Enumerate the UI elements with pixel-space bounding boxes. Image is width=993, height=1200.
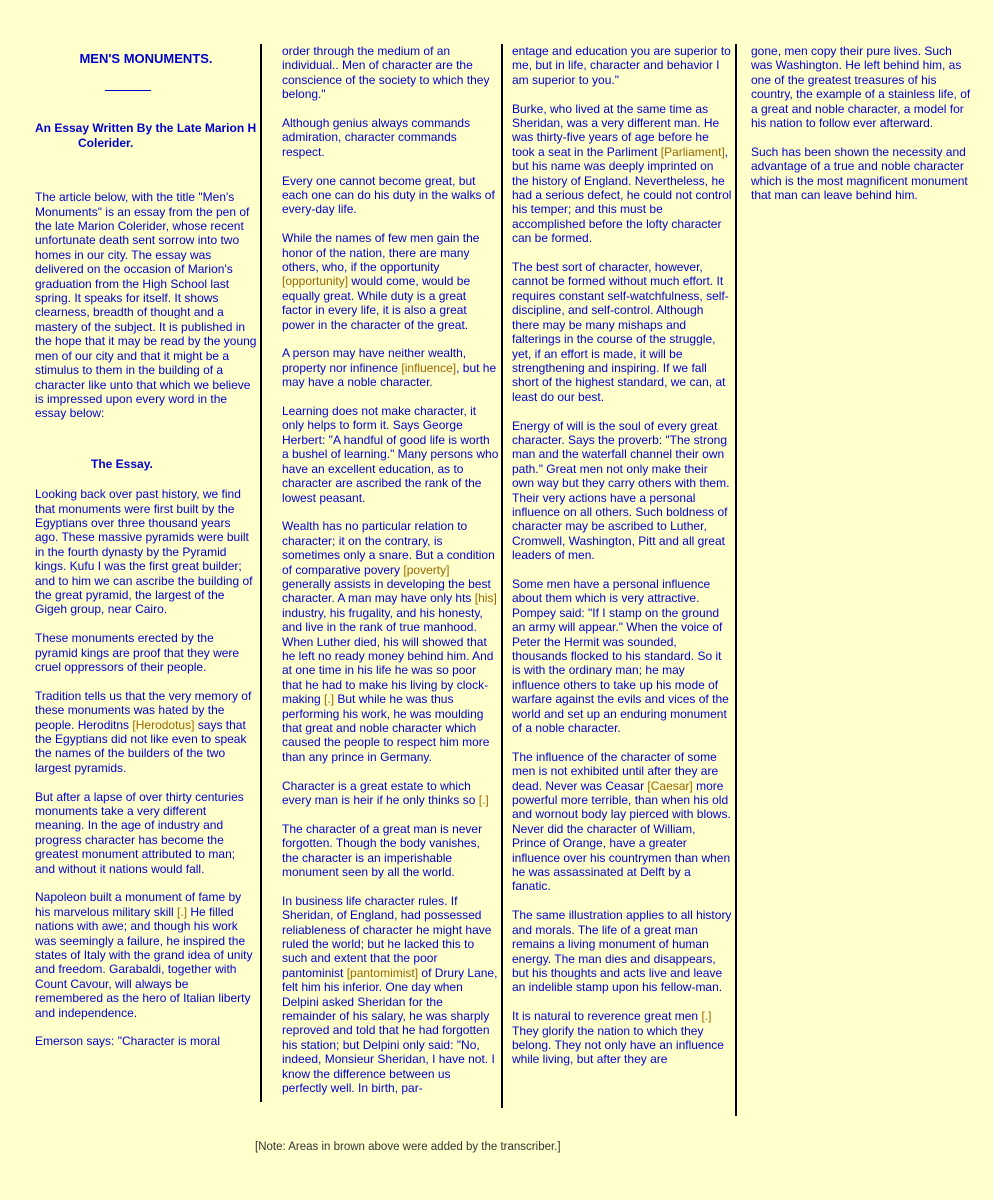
text-run: In business life character rules. If Sheridan, of England, had possessed reliableness of character he might have ruled the world; but he lacked this to such and extent that the poor pantominist xyxy=(282,893,492,980)
text-run: While the names of few men gain the honor of the nation, there are many others, who, if the opportunity xyxy=(282,231,480,275)
paragraph: These monuments erected by the pyramid kings are proof that they were cruel oppressors of their people. xyxy=(35,631,240,674)
paragraph: The best sort of character, however, cannot be formed without much effort. It requires constant self-watchfulness, self-discipline, and self-control. Although there may be many mishaps and falterings in the course of the struggle, yet, if an effort is made, it will be strengthening and inspiring. If we fall short of the highest standard, we can, at least do our best. xyxy=(512,260,729,404)
text-run: But while he was thus performing his work, he was moulding that great and noble character which caused the people to respect him more than any prince in Germany. xyxy=(282,692,490,764)
text-run: A person may have neither wealth, property nor infinence xyxy=(282,346,467,375)
text-run: industry, his frugality, and his honesty, and live in the rank of true manhood. When Luther died, his will showed that he left no ready money behind him. And at one time in his life he was so poor that he had to make his living by clock-making xyxy=(282,605,494,707)
title-separator xyxy=(105,90,151,91)
text-run: Character is a great estate to which every man is heir if he only thinks so xyxy=(282,778,479,808)
paragraph: Learning does not make character, it only helps to form it. Says George Herbert: "A handful of good life is worth a bushel of learning." Many persons who have an excellent education, as to character are ascribed the rank of the lowest peasant. xyxy=(282,404,499,505)
transcriber-note: [Note: Areas in brown above were added by the transcriber.] xyxy=(255,1141,561,1153)
paragraph xyxy=(512,1009,732,1067)
paragraph: Looking back over past history, we find that monuments were first built by the Egyptians over three thousand years ago. These massive pyramids were built in the fourth dynasty by the Pyramid kings. Kufu I was the first great builder; and to him we can ascribe the building of the great pyramid, the largest of the Gigeh group, near Cairo. xyxy=(35,487,253,617)
text-run: It is natural to reverence great men xyxy=(512,1009,702,1024)
text-run: would come, would be equally great. While duty is a great factor in every life, it is also a great power in the character of the great. xyxy=(282,274,471,332)
transcriber-insertion: [pantomimist] xyxy=(346,965,419,980)
transcriber-insertion: [influence] xyxy=(401,360,457,375)
text-run: , but he may have a noble character. xyxy=(282,360,497,390)
text-run: generally assists in developing the best character. A man may have only hts xyxy=(282,576,491,606)
column-rule-1 xyxy=(260,44,262,1102)
byline xyxy=(35,121,257,150)
paragraph xyxy=(35,890,257,1020)
paragraph: entage and education you are superior to me, but in life, character and behavior I am superior to you." xyxy=(512,44,731,87)
paragraph: order through the medium of an individual.. Men of character are the conscience of the society to which they belong." xyxy=(282,44,490,102)
paragraph: But after a lapse of over thirty centuries monuments take a very different meaning. In the age of industry and progress character has become the greatest monument attributed to man; and without it nations would fall. xyxy=(35,789,244,876)
paragraph: Energy of will is the soul of every great character. Says the proverb: "The strong man and the waterfall channel their own path." Great men not only make their own way but they carry others with them. Their very actions have a personal influence on all others. Such boldness of character may be ascribed to Luther, Cromwell, Washington, Pitt and all great leaders of men. xyxy=(512,418,730,563)
page-title: MEN'S MONUMENTS. xyxy=(79,51,213,66)
column-4 xyxy=(751,44,971,217)
text-run: , but his name was deeply imprinted on the history of England. Nevertheless, he had a serious defect, he could not control his temper; and this must be accomplished before the lofty character can be formed. xyxy=(512,144,732,246)
paragraph xyxy=(282,346,499,389)
paragraph xyxy=(512,750,732,894)
transcriber-insertion: [Parliament] xyxy=(660,144,725,159)
transcriber-insertion: [.] xyxy=(701,1009,712,1024)
text-run: The influence of the character of some men is not exhibited until after they are dead. Never was Ceasar xyxy=(512,749,719,793)
essay-heading: The Essay. xyxy=(91,456,153,471)
paragraph: Such has been shown the necessity and advantage of a true and noble character which is the most magnificent monument that man can leave behind him. xyxy=(751,144,968,203)
transcriber-insertion: [Caesar] xyxy=(647,778,693,793)
paragraph xyxy=(512,102,732,246)
text-run: says that the Egyptians did not like even to speak the names of the builders of the two largest pyramids. xyxy=(35,717,247,775)
paragraph: Every one cannot become great, but each one can do his duty in the walks of every-day life. xyxy=(282,173,495,217)
intro-paragraph: The article below, with the title "Men's Monuments" is an essay from the pen of the late Marion Colerider, whose recent unfortunate death sent sorrow into two homes in our city. The essay was delivered on the occasion of Marion's graduation from the High School last spring. It speaks for itself. It shows clearness, breadth of thought and a mastery of the subject. It is published in the hope that it may be read by the young men of our city and that it might be a stimulus to them in the building of a character like unto that which we believe is impressed upon every word in the essay below: xyxy=(35,190,257,421)
paragraph xyxy=(282,894,499,1096)
text-run: more powerful more terrible, than when his old and wornout body lay pierced with blows. Never did the character of William, Prince of Orange, have a greater influence over his countrymen than when he was assassinated at Delft by a fanatic. xyxy=(512,778,731,894)
paragraph: The same illustration applies to all history and morals. The life of a great man remains a living monument of human energy. The man dies and disappears, but his thoughts and acts live and leave an indelible stamp upon his fellow-man. xyxy=(512,908,732,995)
paragraph xyxy=(282,779,499,808)
transcriber-insertion: [.] xyxy=(177,904,188,919)
text-run: Napoleon built a monument of fame by his marvelous military skill xyxy=(35,890,242,919)
column-3 xyxy=(512,44,732,1081)
text-run: of Drury Lane, felt him his inferior. One day when Delpini asked Sheridan for the remainder of his salary, he was sharply reproved and told that he had forgotten his station; but Delpini only said: "No, indeed, Monsieur Sheridan, I have not. I know the difference between us perfectly well. In birth, par- xyxy=(282,965,498,1096)
text-run: He filled nations with awe; and though his work was seemingly a failure, he inspired the states of Italy with the grand idea of unity and freedom. Garabaldi, together with Count Cavour, will always be remembered as the hero of Italian liberty and independence. xyxy=(35,904,253,1020)
transcriber-insertion: [.] xyxy=(478,793,489,808)
text-run: Wealth has no particular relation to character; it on the contrary, is sometimes only a snare. But a condition of comparative povery xyxy=(282,519,495,577)
byline-line-2: Colerider. xyxy=(78,135,134,150)
text-run: Tradition tells us that the very memory of these monuments was hated by the people. Heroditns xyxy=(35,688,252,732)
column-rule-2 xyxy=(501,44,503,1108)
transcriber-insertion: [Herodotus] xyxy=(132,717,195,732)
column-2 xyxy=(282,44,499,1110)
paragraph: gone, men copy their pure lives. Such was Washington. He left behind him, as one of the greatest treasures of his country, the example of a stainless life, of a great and noble character, a model for his nation to follow ever afterward. xyxy=(751,44,971,131)
paragraph xyxy=(282,231,499,332)
transcriber-insertion: [.] xyxy=(324,692,335,707)
transcriber-insertion: [poverty] xyxy=(403,562,450,577)
paragraph: Some men have a personal influence about them which is very attractive. Pompey said: "If I stamp on the ground an army will appear." When the voice of Peter the Hermit was sounded, thousands flocked to his standard. So it is with the ordinary man; he may influence others to take up his mode of warfare against the evils and vices of the world and set up an enduring monument of a noble character. xyxy=(512,576,729,736)
transcriber-insertion: [opportunity] xyxy=(282,274,349,289)
column-rule-3 xyxy=(735,44,737,1116)
transcriber-insertion: [his] xyxy=(474,591,497,606)
paragraph: Emerson says: "Character is moral xyxy=(35,1034,220,1049)
paragraph xyxy=(282,519,499,764)
text-run: They glorify the nation to which they belong. They not only have an influence while living, but after they are xyxy=(512,1023,724,1067)
paragraph xyxy=(35,689,257,775)
column-1 xyxy=(35,44,257,1063)
paragraph: Although genius always commands admiration, character commands respect. xyxy=(282,116,471,159)
byline-line-1: An Essay Written By the Late Marion H xyxy=(35,121,257,136)
paragraph: The character of a great man is never forgotten. Though the body vanishes, the character is an imperishable monument seen by all the world. xyxy=(282,821,483,880)
text-run: Burke, who lived at the same time as Sheridan, was a very different man. He was thirty-five years of age before he took a seat in the Parliment xyxy=(512,101,720,159)
